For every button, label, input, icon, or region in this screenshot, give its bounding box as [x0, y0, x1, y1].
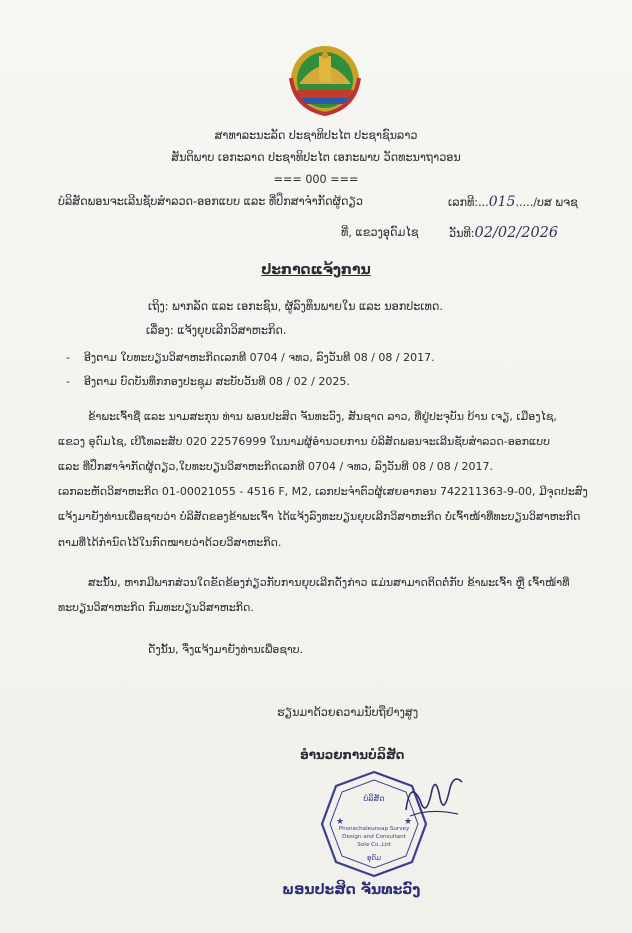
- number-label: ເລກທີ:: [448, 196, 479, 209]
- subject-line: [146, 324, 286, 338]
- to-text: ພາກລັດ ແລະ ເອກະຊົນ, ຜູ້ລົງທຶນພາຍໃນ ແລະ ນອກປະເທດ.: [172, 300, 443, 313]
- svg-text:ບໍລິສັດ: ບໍລິສັດ: [363, 794, 385, 803]
- place: ທີ່, ແຂວງອຸດົມໄຊ: [341, 226, 419, 239]
- paragraph-line: ເລກລະຫັດວິສາຫະກິດ 01-00021055 - 4516 F, M2, ເລກປະຈໍາຕົວຜູ້ເສຍອາກອນ 742211363-9-00, ມີຈຸດປະສົງ: [58, 485, 588, 498]
- paragraph-line: ແລະ ທີ່ປຶກສາຈໍາກັດຜູ້ດຽວ,ໃບທະບຽນວິສາຫະກິດເລກທີ 0704 / ຈທວ, ລົງວັນທີ 08 / 08 / 2017.: [58, 460, 493, 473]
- reference-text: ອີງຕາມ ບົດບັນທຶກກອງປະຊຸມ ສະບັບວັນທີ 08 / 02 / 2025.: [83, 375, 350, 388]
- date-label: ວັນທີ:: [449, 227, 475, 240]
- svg-text:Design and Consultant: Design and Consultant: [342, 834, 406, 840]
- to-line: [148, 300, 443, 314]
- subject-text: ແຈ້ງຍຸບເລີກວິສາຫະກິດ.: [177, 324, 287, 337]
- number-value: 015: [488, 194, 516, 210]
- lao-national-emblem-icon: [285, 38, 365, 118]
- motto-line: ສັນຕິພາບ ເອກະລາດ ປະຊາທິປະໄຕ ເອກະພາບ ວັດທະນາຖາວອນ: [171, 151, 461, 164]
- number-suffix: /ບສ ພຈຊ: [533, 196, 578, 209]
- svg-text:★: ★: [403, 817, 413, 827]
- reference-text: ອີງຕາມ ໃບທະບຽນວິສາຫະກິດເລກທີ 0704 / ຈທວ, ລົງວັນທີ 08 / 08 / 2017.: [83, 351, 435, 364]
- reference-item: - ອີງຕາມ ບົດບັນທຶກກອງປະຊຸມ ສະບັບວັນທີ 08 / 02 / 2025.: [66, 375, 350, 388]
- paragraph-line: ຕາມທີ່ໄດ້ກໍານົດໄວ້ໃນກົດໝາຍວ່າດ້ວຍວິສາຫະກິດ.: [58, 536, 282, 549]
- paragraph-line: ທະບຽນວິສາຫະກິດ ກົມທະບຽນວິສາຫະກິດ.: [58, 601, 254, 614]
- signatory-title: ອໍານວຍການບໍລິສັດ: [300, 748, 405, 762]
- document-date: [449, 226, 558, 241]
- paragraph-line: ແຈ້ງມາຍັງທ່ານເພື່ອຊາບວ່າ ບໍລິສັດຂອງຂ້າພະເຈົ້າ ໄດ້ແຈ້ງລົງທະບຽນຍຸບເລີກວິສາຫະກິດ ບໍ່ເຈົ້າໜ້າທີ່ທະບຽນວິສາຫະກິດ: [58, 510, 581, 523]
- svg-text:Sole Co.,Ltd: Sole Co.,Ltd: [357, 842, 391, 848]
- closing-line: ຮຽນມາດ້ວຍຄວາມນັບຖືຢ່າງສູງ: [277, 706, 419, 719]
- paragraph-line: ຂ້າພະເຈົ້າຊື່ ແລະ ນາມສະກຸນ ທ່ານ ພອນປະສິດ ຈັນທະວົງ, ສັນຊາດ ລາວ, ທີ່ຢູ່ປະຈຸບັນ ບ້ານ ເຈຽ, ເມືອງໄຊ,: [88, 410, 557, 423]
- paragraph-line: ສະນັ້ນ, ຫາກມີພາກສ່ວນໃດຂັດຂ້ອງກ່ຽວກັບການຍຸບເລີກດັ່ງກ່າວ ແມ່ນສາມາດຕິດຕໍ່ກັບ ຂ້າພະເຈົ້າ ຫຼື ເຈົ້າໜ້າທີ່: [88, 576, 570, 589]
- svg-text:ອຸດົມ: ອຸດົມ: [366, 854, 382, 862]
- reference-number: ເລກທີ:...015...../ບສ ພຈຊ: [448, 194, 578, 210]
- reference-item: - ອີງຕາມ ໃບທະບຽນວິສາຫະກິດເລກທີ 0704 / ຈທວ, ລົງວັນທີ 08 / 08 / 2017.: [66, 351, 435, 364]
- date-value: 02/02/2026: [474, 225, 559, 241]
- svg-text:Phonechaleunsap Survey: Phonechaleunsap Survey: [338, 826, 410, 832]
- country-line: ສາທາລະນະລັດ ປະຊາທິປະໄຕ ປະຊາຊົນລາວ: [214, 129, 418, 142]
- paragraph-line: ດັ່ງນັ້ນ, ຈຶ່ງແຈ້ງມາຍັງທ່ານເພື່ອຊາບ.: [148, 643, 304, 656]
- document-title: ປະກາດແຈ້ງການ: [261, 262, 371, 278]
- to-label: ເຖິງ:: [148, 300, 169, 313]
- header-separator: === 000 ===: [273, 173, 359, 186]
- svg-text:★: ★: [335, 817, 345, 827]
- signatory-name: ພອນປະສິດ ຈັນທະວົງ: [282, 882, 421, 898]
- handwritten-signature-icon: [400, 770, 470, 830]
- subject-label: ເລື່ອງ:: [146, 324, 174, 337]
- company-name: ບໍລິສັດພອນຈະເລີນຊັບສໍາລວດ-ອອກແບບ ແລະ ທີ່ປຶກສາຈໍາກັດຜູ້ດຽວ: [58, 195, 363, 208]
- paragraph-line: ແຂວງ ອຸດົມໄຊ, ເບີໂທລະສັບ 020 22576999 ໃນນາມຜູ້ອໍານວຍການ ບໍລິສັດພອນຈະເລີນຊັບສໍາລວດ-ອອກແບບ: [58, 435, 550, 448]
